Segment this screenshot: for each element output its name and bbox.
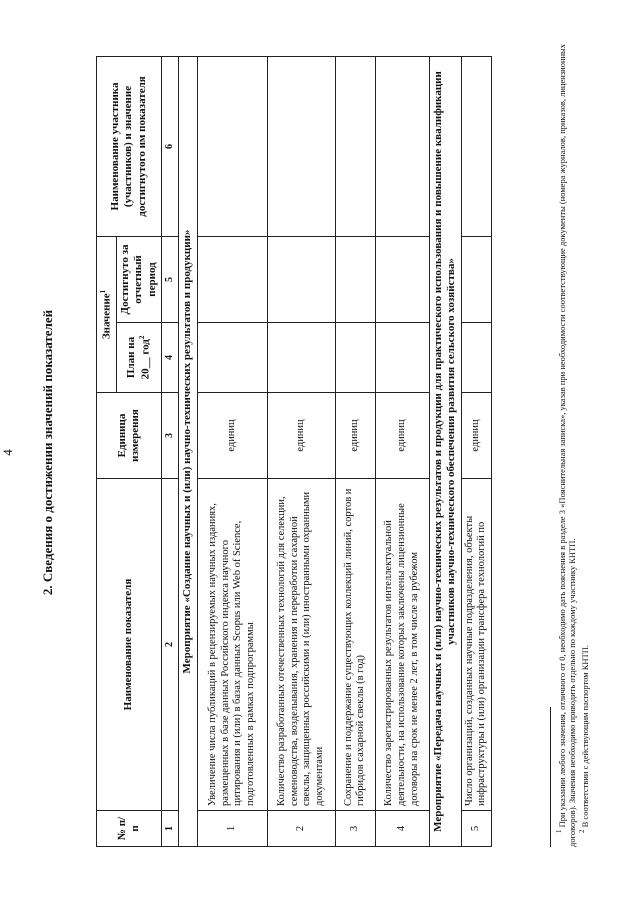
footnote-divider: [550, 707, 551, 847]
plan-cell: [267, 323, 335, 393]
row-number: 1: [197, 811, 267, 847]
unit-cell: единиц: [197, 393, 267, 479]
header-plan: План на 20__ год$^2$: [117, 323, 162, 393]
column-number: 3: [162, 393, 179, 479]
footnote-2: $^2$ В соответствии с действующим паспортом КНТП.: [578, 644, 590, 833]
table-row: [335, 56, 375, 846]
participant-cell: [197, 56, 267, 236]
header-value-group: Значение$^1$: [97, 236, 117, 392]
column-number: 5: [162, 236, 179, 322]
plan-cell: [461, 323, 492, 393]
unit-cell: единиц: [375, 393, 429, 479]
column-number: 6: [162, 56, 179, 236]
indicator-name: Количество разработанных отечественных технологий для селекции, семеноводства, возделывания, хранения и переработки сахарной свеклы, защищенных российскими и (или) иностранными охранными документами: [267, 479, 335, 811]
indicators-table: [96, 56, 492, 847]
header-indicator-name: Наименование показателя: [97, 479, 162, 811]
header-participant: Наименование участника (участников) и значение достигнутого им показателя: [97, 56, 162, 236]
page-number: 4: [0, 449, 15, 456]
unit-cell: единиц: [335, 393, 375, 479]
achieved-cell: [461, 236, 492, 322]
table-row: [267, 56, 335, 846]
column-number: 2: [162, 479, 179, 811]
row-number: 2: [267, 811, 335, 847]
indicator-name: Сохранение и поддержание существующих коллекций линий, сортов и гибридов сахарной свеклы (в год): [335, 479, 375, 811]
achieved-cell: [335, 236, 375, 322]
footnotes: [550, 27, 591, 847]
participant-cell: [267, 56, 335, 236]
column-numbers-row: [162, 56, 179, 846]
column-number: 4: [162, 323, 179, 393]
plan-cell: [375, 323, 429, 393]
participant-cell: [375, 56, 429, 236]
row-number: 4: [375, 811, 429, 847]
table-row: [461, 56, 492, 846]
table-row: [375, 56, 429, 846]
plan-cell: [335, 323, 375, 393]
header-unit: Единица измерения: [97, 393, 162, 479]
row-number: 3: [335, 811, 375, 847]
section-title: 2. Сведения о достижении значений показателей: [40, 309, 55, 596]
participant-cell: [461, 56, 492, 236]
column-number: 1: [162, 811, 179, 847]
row-number: 5: [461, 811, 492, 847]
achieved-cell: [267, 236, 335, 322]
event-row: [429, 56, 461, 846]
indicator-name: Количество зарегистрированных результатов интеллектуальной деятельности, на использование которых заключены лицензионные договоры на срок не менее 2 лет, в том числе за рубежом: [375, 479, 429, 811]
indicator-name: Увеличение числа публикаций в рецензируемых научных изданиях, размещенных в базе данных Российского индекса научного цитирования и (или) в базах данных Scopus или Web of Science, подготовленных в рамках подпрограммы: [197, 479, 267, 811]
achieved-cell: [197, 236, 267, 322]
header-achieved: Достигнуто за отчетный период: [117, 236, 162, 322]
table-row: [197, 56, 267, 846]
achieved-cell: [375, 236, 429, 322]
event-title: Мероприятие «Передача научных и (или) научно-технических результатов и продукции для практического использования и повышение квалификации участников научно-технического обеспечения развития сельского хозяйства»: [429, 56, 461, 846]
event-row: [179, 56, 197, 846]
header-num: № п/п: [97, 811, 162, 847]
indicator-name: Число организаций, созданных научные подразделения, объекты инфраструктуры и (или) организации трансфера технологий по: [461, 479, 492, 811]
unit-cell: единиц: [267, 393, 335, 479]
unit-cell: единиц: [461, 393, 492, 479]
participant-cell: [335, 56, 375, 236]
plan-cell: [197, 323, 267, 393]
event-title: Мероприятие «Создание научных и (или) научно-технических результатов и продукции»: [179, 56, 197, 846]
footnote-1: $^1$ При указании любого значения, отличного от 0, необходимо дать пояснения в разделе 3 «Пояснительная записка», указав при необходимости соответствующие документы (номера журналов, приказов, лицензионных договоров). Значения необходимо приводить отдельно по каждому участнику КНТП.: [555, 43, 578, 847]
